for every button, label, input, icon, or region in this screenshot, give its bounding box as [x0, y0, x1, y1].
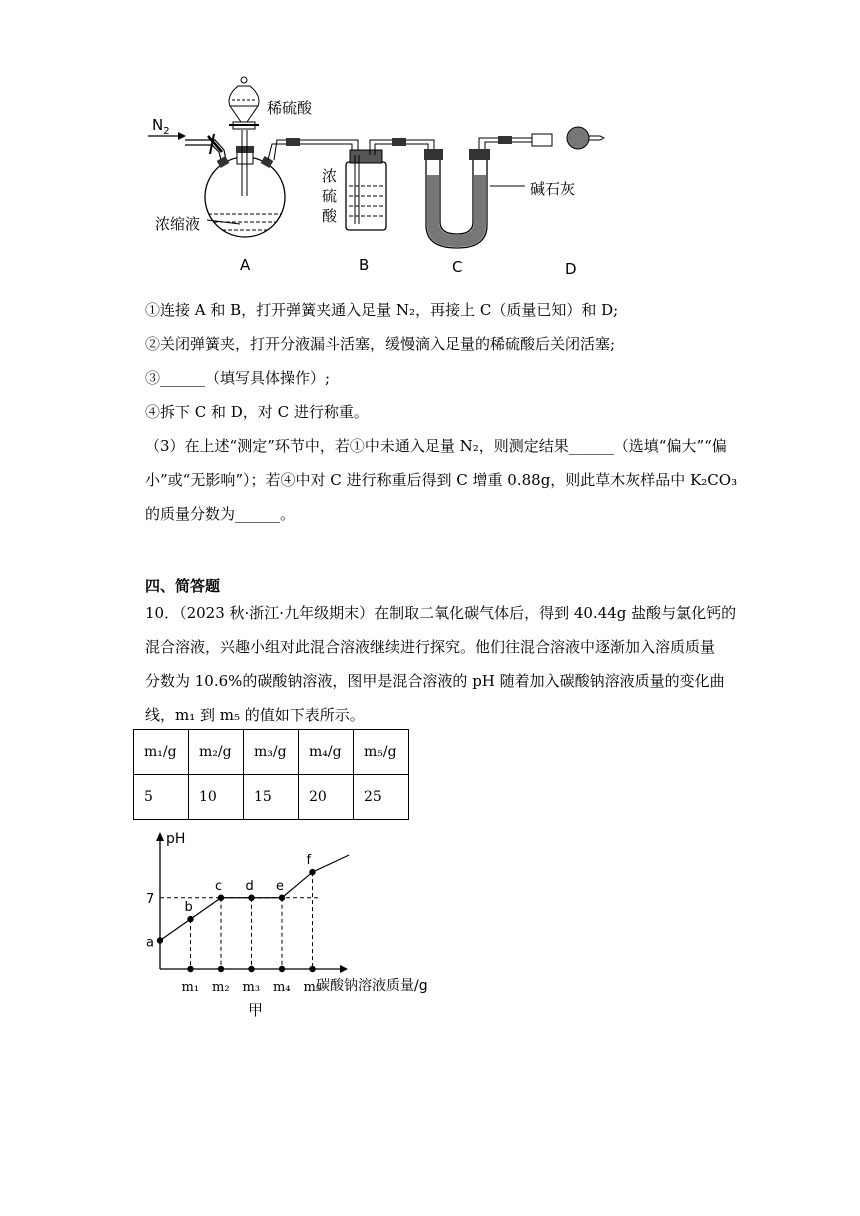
- question-3-line-1: （3）在上述“测定”环节中，若①中未通入足量 N₂，则测定结果______（选填“偏大”“偏: [145, 437, 727, 455]
- x-axis-label: 碳酸钠溶液质量/g: [316, 978, 428, 994]
- table-cell: 5: [134, 775, 189, 820]
- data-point-label: b: [184, 900, 193, 916]
- question-3-line-3: 的质量分数为______。: [145, 505, 296, 523]
- table-header-cell: m₂/g: [189, 730, 244, 775]
- letter-c: C: [452, 258, 463, 276]
- table-cell: 25: [354, 775, 409, 820]
- data-point: [309, 869, 315, 875]
- x-axis-arrow: [340, 965, 348, 973]
- data-point-label: c: [215, 878, 223, 894]
- x-tick-label: m₅: [303, 980, 322, 995]
- table-header-cell: m₁/g: [134, 730, 189, 775]
- data-point-label: f: [306, 853, 312, 869]
- x-tick-dot: [187, 966, 193, 972]
- table-cell: 10: [189, 775, 244, 820]
- ph7-tick-label: 7: [146, 891, 155, 907]
- step-3: ③______（填写具体操作）;: [145, 369, 331, 387]
- data-point: [218, 895, 224, 901]
- x-tick-label: m₄: [273, 980, 291, 995]
- chart-caption: 甲: [248, 1001, 264, 1019]
- data-point: [279, 895, 285, 901]
- step-4: ④拆下 C 和 D，对 C 进行称重。: [145, 403, 369, 421]
- data-point: [187, 916, 193, 922]
- dilute-sulfuric-acid-label: 稀硫酸: [267, 99, 313, 117]
- data-point: [157, 937, 163, 943]
- x-tick-label: m₂: [212, 980, 230, 995]
- nitrogen-label: $N_2$: [152, 116, 170, 137]
- question-10-line-1: 10．（2023 秋·浙江·九年级期末）在制取二氧化碳气体后，得到 40.44g 盐酸与氯化钙的: [145, 604, 737, 622]
- question-10-line-4: 线，m₁ 到 m₅ 的值如下表所示。: [145, 706, 365, 724]
- x-tick-dot: [279, 966, 285, 972]
- letter-d: D: [565, 260, 577, 278]
- table-row: [134, 775, 409, 820]
- soda-lime-label: 碱石灰: [530, 180, 576, 198]
- mass-table: [133, 729, 409, 820]
- concentrate-label: 浓缩液: [155, 215, 201, 233]
- data-point-label: d: [245, 878, 254, 894]
- x-tick-dot: [218, 966, 224, 972]
- x-tick-label: m₁: [181, 980, 200, 995]
- table-cell: 15: [244, 775, 299, 820]
- step-1: ①连接 A 和 B，打开弹簧夹通入足量 N₂，再接上 C（质量已知）和 D;: [145, 301, 619, 319]
- step-2: ②关闭弹簧夹，打开分液漏斗活塞，缓慢滴入足量的稀硫酸后关闭活塞;: [145, 335, 616, 353]
- letter-a: A: [240, 256, 251, 274]
- question-10-line-2: 混合溶液，兴趣小组对此混合溶液继续进行探究。他们往混合溶液中逐渐加入溶质质量: [145, 638, 716, 656]
- y-axis-arrow: [156, 832, 164, 841]
- section-heading: 四、简答题: [145, 577, 221, 595]
- table-header-cell: m₅/g: [354, 730, 409, 775]
- data-point-label: e: [276, 878, 284, 894]
- letter-b: B: [359, 256, 370, 274]
- data-point-label: a: [146, 935, 154, 951]
- question-10-line-3: 分数为 10.6%的碳酸钠溶液，图甲是混合溶液的 pH 随着加入碳酸钠溶液质量的变化曲: [145, 672, 725, 690]
- x-tick-dot: [248, 966, 254, 972]
- data-point: [248, 895, 254, 901]
- y-axis-label: pH: [166, 831, 186, 847]
- table-header-row: [134, 730, 409, 775]
- x-tick-dot: [309, 966, 315, 972]
- question-3-line-2: 小”或“无影响”）；若④中对 C 进行称重后得到 C 增重 0.88g，则此草木灰样品中 K₂CO₃: [145, 471, 738, 489]
- table-cell: 20: [299, 775, 354, 820]
- x-tick-label: m₃: [242, 980, 261, 995]
- table-header-cell: m₃/g: [244, 730, 299, 775]
- ph-chart: [130, 825, 460, 1025]
- table-header-cell: m₄/g: [299, 730, 354, 775]
- concentrated-sulfuric-acid-label: 浓 硫 酸: [322, 167, 338, 225]
